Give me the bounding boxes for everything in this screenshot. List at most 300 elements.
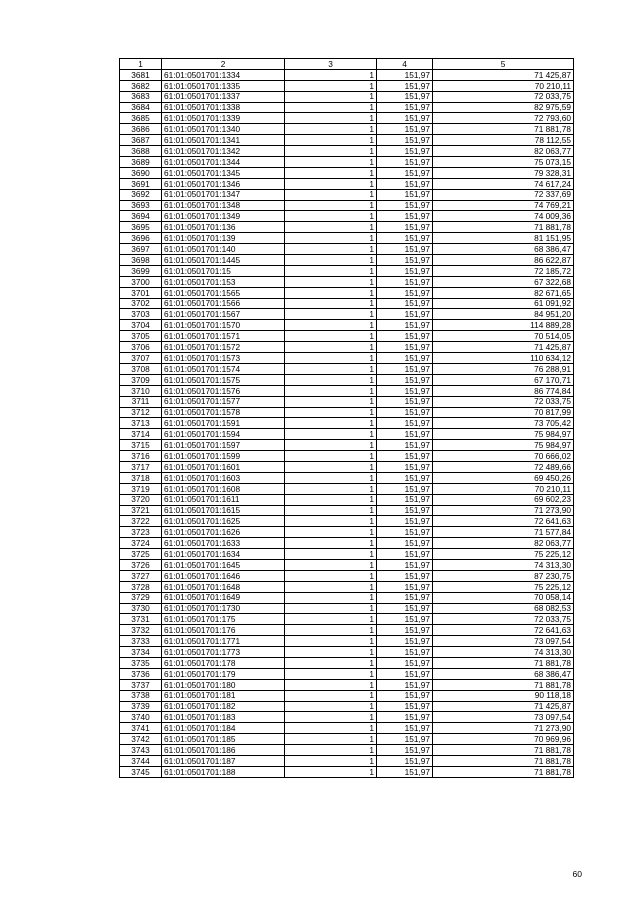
area-cell: 151,97 <box>377 298 433 309</box>
value-cell: 73 705,42 <box>433 418 574 429</box>
table-row <box>120 581 574 592</box>
cadastral-number-cell: 61:01:0501701:1773 <box>162 647 285 658</box>
table-row <box>120 505 574 516</box>
area-cell: 151,97 <box>377 570 433 581</box>
area-cell: 151,97 <box>377 701 433 712</box>
cadastral-number-cell: 61:01:0501701:15 <box>162 265 285 276</box>
cadastral-number-cell: 61:01:0501701:1633 <box>162 538 285 549</box>
area-cell: 151,97 <box>377 167 433 178</box>
quantity-cell: 1 <box>285 385 377 396</box>
table-row <box>120 679 574 690</box>
cadastral-number-cell: 61:01:0501701:1575 <box>162 374 285 385</box>
quantity-cell: 1 <box>285 211 377 222</box>
table-row <box>120 538 574 549</box>
quantity-cell: 1 <box>285 712 377 723</box>
value-cell: 86 774,84 <box>433 385 574 396</box>
cadastral-number-cell: 61:01:0501701:185 <box>162 734 285 745</box>
area-cell: 151,97 <box>377 276 433 287</box>
row-index-cell: 3741 <box>120 723 162 734</box>
value-cell: 69 450,26 <box>433 472 574 483</box>
cadastral-number-cell: 61:01:0501701:1625 <box>162 516 285 527</box>
cadastral-number-cell: 61:01:0501701:1599 <box>162 451 285 462</box>
cadastral-number-cell: 61:01:0501701:1342 <box>162 146 285 157</box>
cadastral-number-cell: 61:01:0501701:1344 <box>162 157 285 168</box>
quantity-cell: 1 <box>285 679 377 690</box>
value-cell: 87 230,75 <box>433 570 574 581</box>
table-row <box>120 603 574 614</box>
value-cell: 71 881,78 <box>433 745 574 756</box>
area-cell: 151,97 <box>377 581 433 592</box>
area-cell: 151,97 <box>377 353 433 364</box>
quantity-cell: 1 <box>285 472 377 483</box>
value-cell: 72 033,75 <box>433 396 574 407</box>
value-cell: 71 425,87 <box>433 701 574 712</box>
quantity-cell: 1 <box>285 559 377 570</box>
table-row <box>120 385 574 396</box>
row-index-cell: 3709 <box>120 374 162 385</box>
quantity-cell: 1 <box>285 157 377 168</box>
value-cell: 74 769,21 <box>433 200 574 211</box>
cadastral-number-cell: 61:01:0501701:1341 <box>162 135 285 146</box>
table-row <box>120 472 574 483</box>
value-cell: 72 033,75 <box>433 614 574 625</box>
cadastral-number-cell: 61:01:0501701:1611 <box>162 494 285 505</box>
row-index-cell: 3700 <box>120 276 162 287</box>
row-index-cell: 3714 <box>120 429 162 440</box>
value-cell: 114 889,28 <box>433 320 574 331</box>
row-index-cell: 3710 <box>120 385 162 396</box>
row-index-cell: 3694 <box>120 211 162 222</box>
value-cell: 74 313,30 <box>433 647 574 658</box>
cadastral-number-cell: 61:01:0501701:1340 <box>162 124 285 135</box>
area-cell: 151,97 <box>377 385 433 396</box>
table-header <box>120 59 574 70</box>
table-row <box>120 113 574 124</box>
table-row <box>120 342 574 353</box>
quantity-cell: 1 <box>285 146 377 157</box>
area-cell: 151,97 <box>377 516 433 527</box>
area-cell: 151,97 <box>377 440 433 451</box>
area-cell: 151,97 <box>377 559 433 570</box>
quantity-cell: 1 <box>285 374 377 385</box>
quantity-cell: 1 <box>285 734 377 745</box>
cadastral-number-cell: 61:01:0501701:1594 <box>162 429 285 440</box>
cadastral-number-cell: 61:01:0501701:139 <box>162 233 285 244</box>
area-cell: 151,97 <box>377 647 433 658</box>
quantity-cell: 1 <box>285 549 377 560</box>
area-cell: 151,97 <box>377 255 433 266</box>
value-cell: 72 641,63 <box>433 625 574 636</box>
area-cell: 151,97 <box>377 309 433 320</box>
quantity-cell: 1 <box>285 189 377 200</box>
area-cell: 151,97 <box>377 494 433 505</box>
row-index-cell: 3682 <box>120 80 162 91</box>
cadastral-number-cell: 61:01:0501701:1608 <box>162 483 285 494</box>
area-cell: 151,97 <box>377 135 433 146</box>
row-index-cell: 3715 <box>120 440 162 451</box>
area-cell: 151,97 <box>377 461 433 472</box>
quantity-cell: 1 <box>285 668 377 679</box>
area-cell: 151,97 <box>377 331 433 342</box>
cadastral-number-cell: 61:01:0501701:1601 <box>162 461 285 472</box>
quantity-cell: 1 <box>285 657 377 668</box>
quantity-cell: 1 <box>285 647 377 658</box>
cadastral-number-cell: 61:01:0501701:1597 <box>162 440 285 451</box>
table-row <box>120 374 574 385</box>
value-cell: 70 514,05 <box>433 331 574 342</box>
row-index-cell: 3722 <box>120 516 162 527</box>
area-cell: 151,97 <box>377 429 433 440</box>
cadastral-number-cell: 61:01:0501701:1338 <box>162 102 285 113</box>
area-cell: 151,97 <box>377 505 433 516</box>
row-index-cell: 3735 <box>120 657 162 668</box>
value-cell: 75 073,15 <box>433 157 574 168</box>
row-index-cell: 3717 <box>120 461 162 472</box>
value-cell: 68 386,47 <box>433 668 574 679</box>
value-cell: 68 082,53 <box>433 603 574 614</box>
value-cell: 82 975,59 <box>433 102 574 113</box>
value-cell: 71 577,84 <box>433 527 574 538</box>
area-cell: 151,97 <box>377 287 433 298</box>
row-index-cell: 3734 <box>120 647 162 658</box>
column-header-5: 5 <box>433 59 574 70</box>
row-index-cell: 3693 <box>120 200 162 211</box>
area-cell: 151,97 <box>377 745 433 756</box>
table-row <box>120 353 574 364</box>
value-cell: 110 634,12 <box>433 353 574 364</box>
cadastral-number-cell: 61:01:0501701:140 <box>162 244 285 255</box>
row-index-cell: 3688 <box>120 146 162 157</box>
row-index-cell: 3705 <box>120 331 162 342</box>
quantity-cell: 1 <box>285 222 377 233</box>
cadastral-number-cell: 61:01:0501701:182 <box>162 701 285 712</box>
quantity-cell: 1 <box>285 538 377 549</box>
value-cell: 71 881,78 <box>433 756 574 767</box>
table-row <box>120 222 574 233</box>
quantity-cell: 1 <box>285 102 377 113</box>
quantity-cell: 1 <box>285 342 377 353</box>
row-index-cell: 3736 <box>120 668 162 679</box>
quantity-cell: 1 <box>285 723 377 734</box>
row-index-cell: 3725 <box>120 549 162 560</box>
table-row <box>120 625 574 636</box>
cadastral-number-cell: 61:01:0501701:187 <box>162 756 285 767</box>
table-row <box>120 320 574 331</box>
table-row <box>120 276 574 287</box>
cadastral-number-cell: 61:01:0501701:1574 <box>162 363 285 374</box>
area-cell: 151,97 <box>377 690 433 701</box>
table-row <box>120 146 574 157</box>
row-index-cell: 3719 <box>120 483 162 494</box>
row-index-cell: 3707 <box>120 353 162 364</box>
value-cell: 81 151,95 <box>433 233 574 244</box>
cadastral-number-cell: 61:01:0501701:1578 <box>162 407 285 418</box>
value-cell: 72 489,66 <box>433 461 574 472</box>
row-index-cell: 3690 <box>120 167 162 178</box>
area-cell: 151,97 <box>377 124 433 135</box>
value-cell: 71 881,78 <box>433 124 574 135</box>
value-cell: 75 984,97 <box>433 440 574 451</box>
area-cell: 151,97 <box>377 766 433 777</box>
area-cell: 151,97 <box>377 222 433 233</box>
quantity-cell: 1 <box>285 570 377 581</box>
cadastral-number-cell: 61:01:0501701:184 <box>162 723 285 734</box>
quantity-cell: 1 <box>285 505 377 516</box>
cadastral-number-cell: 61:01:0501701:1615 <box>162 505 285 516</box>
table-row <box>120 636 574 647</box>
row-index-cell: 3696 <box>120 233 162 244</box>
quantity-cell: 1 <box>285 396 377 407</box>
table-row <box>120 690 574 701</box>
area-cell: 151,97 <box>377 342 433 353</box>
quantity-cell: 1 <box>285 483 377 494</box>
quantity-cell: 1 <box>285 244 377 255</box>
row-index-cell: 3739 <box>120 701 162 712</box>
row-index-cell: 3718 <box>120 472 162 483</box>
table-row <box>120 200 574 211</box>
row-index-cell: 3721 <box>120 505 162 516</box>
area-cell: 151,97 <box>377 625 433 636</box>
quantity-cell: 1 <box>285 516 377 527</box>
table-row <box>120 701 574 712</box>
cadastral-number-cell: 61:01:0501701:1648 <box>162 581 285 592</box>
cadastral-number-cell: 61:01:0501701:188 <box>162 766 285 777</box>
area-cell: 151,97 <box>377 592 433 603</box>
table-row <box>120 723 574 734</box>
table-row <box>120 592 574 603</box>
table-row <box>120 363 574 374</box>
area-cell: 151,97 <box>377 69 433 80</box>
row-index-cell: 3726 <box>120 559 162 570</box>
quantity-cell: 1 <box>285 200 377 211</box>
table-row <box>120 255 574 266</box>
row-index-cell: 3706 <box>120 342 162 353</box>
cadastral-number-cell: 61:01:0501701:1634 <box>162 549 285 560</box>
row-index-cell: 3691 <box>120 178 162 189</box>
value-cell: 67 322,68 <box>433 276 574 287</box>
cadastral-number-cell: 61:01:0501701:136 <box>162 222 285 233</box>
header-row <box>120 59 574 70</box>
row-index-cell: 3681 <box>120 69 162 80</box>
cadastral-number-cell: 61:01:0501701:1339 <box>162 113 285 124</box>
value-cell: 71 881,78 <box>433 222 574 233</box>
table-row <box>120 189 574 200</box>
area-cell: 151,97 <box>377 91 433 102</box>
value-cell: 71 881,78 <box>433 679 574 690</box>
value-cell: 71 273,90 <box>433 505 574 516</box>
value-cell: 71 881,78 <box>433 657 574 668</box>
cadastral-number-cell: 61:01:0501701:1349 <box>162 211 285 222</box>
table-row <box>120 440 574 451</box>
cadastral-number-cell: 61:01:0501701:1577 <box>162 396 285 407</box>
quantity-cell: 1 <box>285 265 377 276</box>
quantity-cell: 1 <box>285 429 377 440</box>
value-cell: 70 210,11 <box>433 80 574 91</box>
table-row <box>120 396 574 407</box>
cadastral-number-cell: 61:01:0501701:1571 <box>162 331 285 342</box>
area-cell: 151,97 <box>377 146 433 157</box>
quantity-cell: 1 <box>285 353 377 364</box>
quantity-cell: 1 <box>285 440 377 451</box>
area-cell: 151,97 <box>377 636 433 647</box>
value-cell: 86 622,87 <box>433 255 574 266</box>
table-row <box>120 756 574 767</box>
table-row <box>120 91 574 102</box>
column-header-3: 3 <box>285 59 377 70</box>
cadastral-number-cell: 61:01:0501701:181 <box>162 690 285 701</box>
value-cell: 82 063,77 <box>433 146 574 157</box>
table-row <box>120 549 574 560</box>
value-cell: 72 641,63 <box>433 516 574 527</box>
table-row <box>120 331 574 342</box>
row-index-cell: 3692 <box>120 189 162 200</box>
row-index-cell: 3699 <box>120 265 162 276</box>
quantity-cell: 1 <box>285 690 377 701</box>
value-cell: 75 984,97 <box>433 429 574 440</box>
quantity-cell: 1 <box>285 124 377 135</box>
cadastral-number-cell: 61:01:0501701:1567 <box>162 309 285 320</box>
row-index-cell: 3704 <box>120 320 162 331</box>
row-index-cell: 3745 <box>120 766 162 777</box>
cadastral-number-cell: 61:01:0501701:1345 <box>162 167 285 178</box>
value-cell: 70 058,14 <box>433 592 574 603</box>
quantity-cell: 1 <box>285 756 377 767</box>
value-cell: 73 097,54 <box>433 712 574 723</box>
cadastral-number-cell: 61:01:0501701:1347 <box>162 189 285 200</box>
quantity-cell: 1 <box>285 451 377 462</box>
table-row <box>120 516 574 527</box>
quantity-cell: 1 <box>285 527 377 538</box>
cadastral-number-cell: 61:01:0501701:1346 <box>162 178 285 189</box>
cadastral-number-cell: 61:01:0501701:179 <box>162 668 285 679</box>
value-cell: 82 671,65 <box>433 287 574 298</box>
table-row <box>120 647 574 658</box>
table-row <box>120 668 574 679</box>
column-header-2: 2 <box>162 59 285 70</box>
value-cell: 72 793,60 <box>433 113 574 124</box>
cadastral-number-cell: 61:01:0501701:186 <box>162 745 285 756</box>
table-row <box>120 712 574 723</box>
quantity-cell: 1 <box>285 581 377 592</box>
data-table <box>119 58 574 778</box>
cadastral-number-cell: 61:01:0501701:180 <box>162 679 285 690</box>
table-row <box>120 167 574 178</box>
table-row <box>120 734 574 745</box>
cadastral-number-cell: 61:01:0501701:1348 <box>162 200 285 211</box>
cadastral-number-cell: 61:01:0501701:1565 <box>162 287 285 298</box>
quantity-cell: 1 <box>285 331 377 342</box>
value-cell: 72 337,69 <box>433 189 574 200</box>
cadastral-number-cell: 61:01:0501701:1646 <box>162 570 285 581</box>
quantity-cell: 1 <box>285 603 377 614</box>
row-index-cell: 3712 <box>120 407 162 418</box>
area-cell: 151,97 <box>377 549 433 560</box>
cadastral-number-cell: 61:01:0501701:178 <box>162 657 285 668</box>
quantity-cell: 1 <box>285 309 377 320</box>
quantity-cell: 1 <box>285 287 377 298</box>
quantity-cell: 1 <box>285 407 377 418</box>
quantity-cell: 1 <box>285 745 377 756</box>
table-row <box>120 494 574 505</box>
row-index-cell: 3711 <box>120 396 162 407</box>
table-row <box>120 309 574 320</box>
value-cell: 72 185,72 <box>433 265 574 276</box>
area-cell: 151,97 <box>377 320 433 331</box>
row-index-cell: 3729 <box>120 592 162 603</box>
value-cell: 71 425,87 <box>433 69 574 80</box>
quantity-cell: 1 <box>285 636 377 647</box>
table-body <box>120 69 574 777</box>
table-row <box>120 614 574 625</box>
area-cell: 151,97 <box>377 668 433 679</box>
area-cell: 151,97 <box>377 527 433 538</box>
area-cell: 151,97 <box>377 374 433 385</box>
value-cell: 69 602,23 <box>433 494 574 505</box>
quantity-cell: 1 <box>285 167 377 178</box>
quantity-cell: 1 <box>285 69 377 80</box>
area-cell: 151,97 <box>377 657 433 668</box>
area-cell: 151,97 <box>377 157 433 168</box>
cadastral-number-cell: 61:01:0501701:1771 <box>162 636 285 647</box>
value-cell: 74 313,30 <box>433 559 574 570</box>
row-index-cell: 3728 <box>120 581 162 592</box>
page-number: 60 <box>572 869 582 879</box>
value-cell: 76 288,91 <box>433 363 574 374</box>
cadastral-number-cell: 61:01:0501701:1626 <box>162 527 285 538</box>
area-cell: 151,97 <box>377 178 433 189</box>
area-cell: 151,97 <box>377 603 433 614</box>
quantity-cell: 1 <box>285 766 377 777</box>
value-cell: 70 817,99 <box>433 407 574 418</box>
row-index-cell: 3733 <box>120 636 162 647</box>
cadastral-number-cell: 61:01:0501701:153 <box>162 276 285 287</box>
quantity-cell: 1 <box>285 298 377 309</box>
column-header-4: 4 <box>377 59 433 70</box>
value-cell: 90 118,18 <box>433 690 574 701</box>
area-cell: 151,97 <box>377 451 433 462</box>
table-row <box>120 418 574 429</box>
table-row <box>120 233 574 244</box>
row-index-cell: 3713 <box>120 418 162 429</box>
area-cell: 151,97 <box>377 244 433 255</box>
table-row <box>120 102 574 113</box>
value-cell: 71 425,87 <box>433 342 574 353</box>
table-row <box>120 178 574 189</box>
row-index-cell: 3738 <box>120 690 162 701</box>
area-cell: 151,97 <box>377 211 433 222</box>
area-cell: 151,97 <box>377 407 433 418</box>
area-cell: 151,97 <box>377 233 433 244</box>
value-cell: 70 210,11 <box>433 483 574 494</box>
table-row <box>120 407 574 418</box>
area-cell: 151,97 <box>377 265 433 276</box>
row-index-cell: 3724 <box>120 538 162 549</box>
area-cell: 151,97 <box>377 418 433 429</box>
quantity-cell: 1 <box>285 320 377 331</box>
column-header-1: 1 <box>120 59 162 70</box>
table-row <box>120 244 574 255</box>
value-cell: 75 225,12 <box>433 581 574 592</box>
cadastral-number-cell: 61:01:0501701:1730 <box>162 603 285 614</box>
value-cell: 61 091,92 <box>433 298 574 309</box>
area-cell: 151,97 <box>377 483 433 494</box>
table-row <box>120 451 574 462</box>
row-index-cell: 3742 <box>120 734 162 745</box>
row-index-cell: 3698 <box>120 255 162 266</box>
value-cell: 74 617,24 <box>433 178 574 189</box>
table-row <box>120 559 574 570</box>
quantity-cell: 1 <box>285 701 377 712</box>
